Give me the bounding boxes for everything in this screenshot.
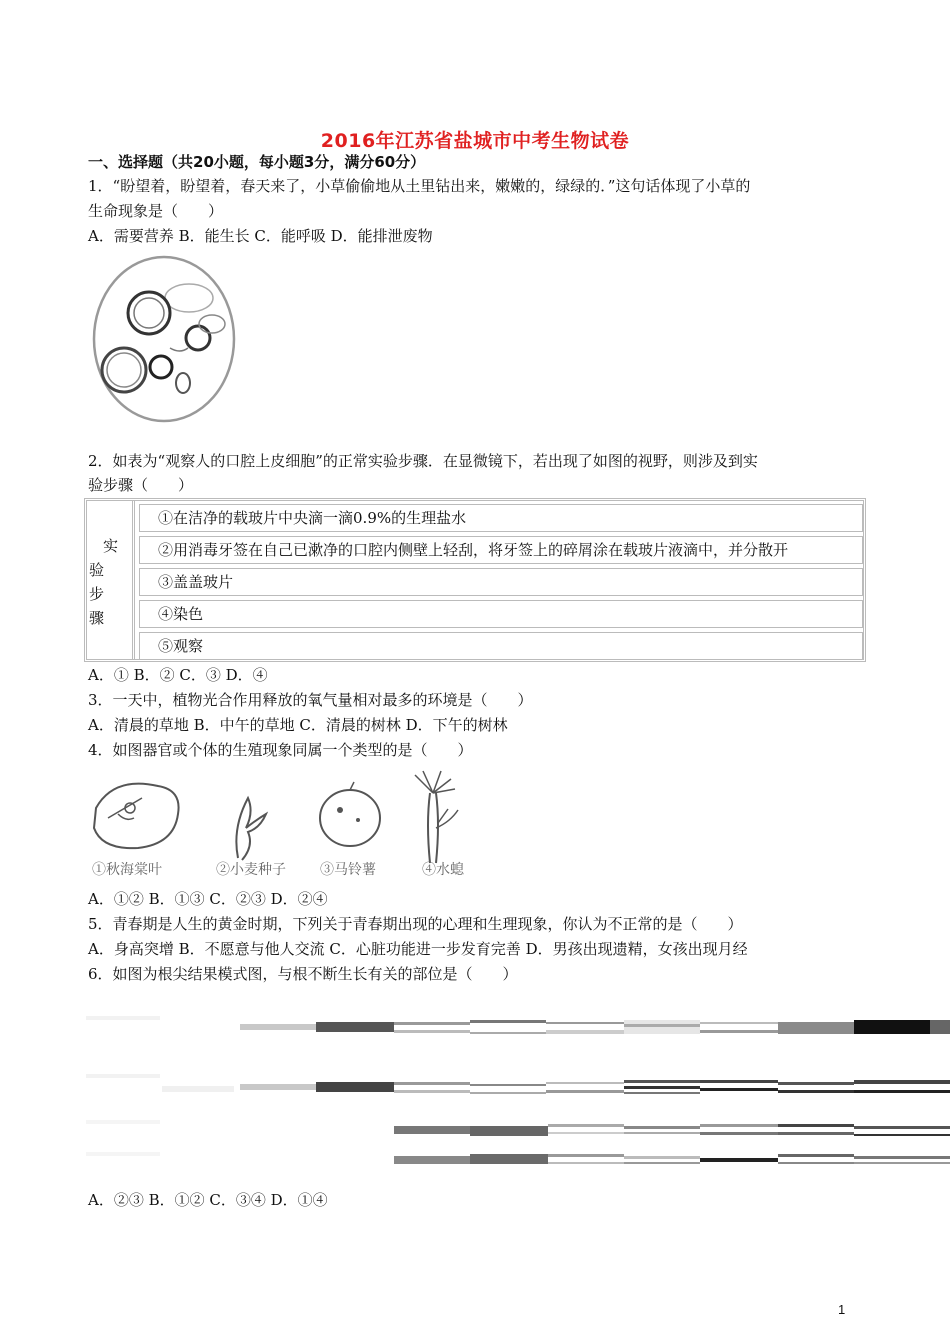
table-row: ③盖盖玻片	[139, 568, 863, 596]
experiment-steps-table	[84, 498, 866, 662]
q2-options: A．① B．② C．③ D．④	[88, 666, 268, 684]
side-label-char: 骤	[89, 609, 105, 627]
side-label-char: 实	[103, 537, 119, 555]
table-side-label	[87, 501, 135, 659]
table-row: ②用消毒牙签在自己已漱净的口腔内侧壁上轻刮，将牙签上的碎屑涂在载玻片液滴中，并分散开	[139, 536, 863, 564]
page-title: 2016年江苏省盐城市中考生物试卷	[320, 130, 630, 152]
figure-label: ①秋海棠叶	[92, 862, 162, 878]
table-row: ⑤观察	[139, 632, 863, 660]
q5-options: A．身高突增 B．不愿意与他人交流 C．心脏功能进一步发育完善 D．男孩出现遗精，女孩出现月经	[88, 940, 748, 958]
side-label-char: 验	[89, 561, 105, 579]
q4-options: A．①② B．①③ C．②③ D．②④	[88, 890, 328, 908]
table-row: ④染色	[139, 600, 863, 628]
figure-label: ③马铃薯	[320, 862, 376, 878]
q2-stem-line2: 验步骤（ ）	[88, 476, 194, 494]
q5-stem: 5．青春期是人生的黄金时期，下列关于青春期出现的心理和生理现象，你认为不正常的是（ ）	[88, 915, 743, 933]
q6-stem: 6．如图为根尖结果模式图，与根不断生长有关的部位是（ ）	[88, 965, 518, 983]
q3-options: A．清晨的草地 B．中午的草地 C．清晨的树林 D．下午的树林	[88, 716, 508, 734]
q2-stem-line1: 2．如表为“观察人的口腔上皮细胞”的正常实验步骤．在显微镜下，若出现了如图的视野，则涉及到实	[88, 452, 758, 470]
page-number: 1	[838, 1302, 846, 1317]
q1-options: A．需要营养 B．能生长 C．能呼吸 D．能排泄废物	[88, 227, 433, 245]
q3-stem: 3．一天中，植物光合作用释放的氧气量相对最多的环境是（ ）	[88, 691, 533, 709]
section-heading: 一、选择题（共20小题，每小题3分，满分60分）	[88, 153, 426, 171]
figure-label: ④水螅	[422, 862, 464, 878]
q6-options: A．②③ B．①② C．③④ D．①④	[88, 1191, 328, 1209]
table-row: ①在洁净的载玻片中央滴一滴0.9%的生理盐水	[139, 504, 863, 532]
q1-stem-line2: 生命现象是（ ）	[88, 202, 224, 220]
root-tip-figure	[86, 1012, 950, 1172]
figure-label: ②小麦种子	[216, 862, 286, 878]
side-label-char: 步	[89, 585, 105, 603]
q4-stem: 4．如图器官或个体的生殖现象同属一个类型的是（ ）	[88, 741, 473, 759]
q1-stem-line1: 1．“盼望着，盼望着，春天来了，小草偷偷地从土里钻出来，嫩嫩的，绿绿的．”这句话体现了小草的	[88, 177, 751, 195]
microscope-view-figure	[88, 250, 243, 428]
reproduction-figure	[88, 768, 488, 884]
